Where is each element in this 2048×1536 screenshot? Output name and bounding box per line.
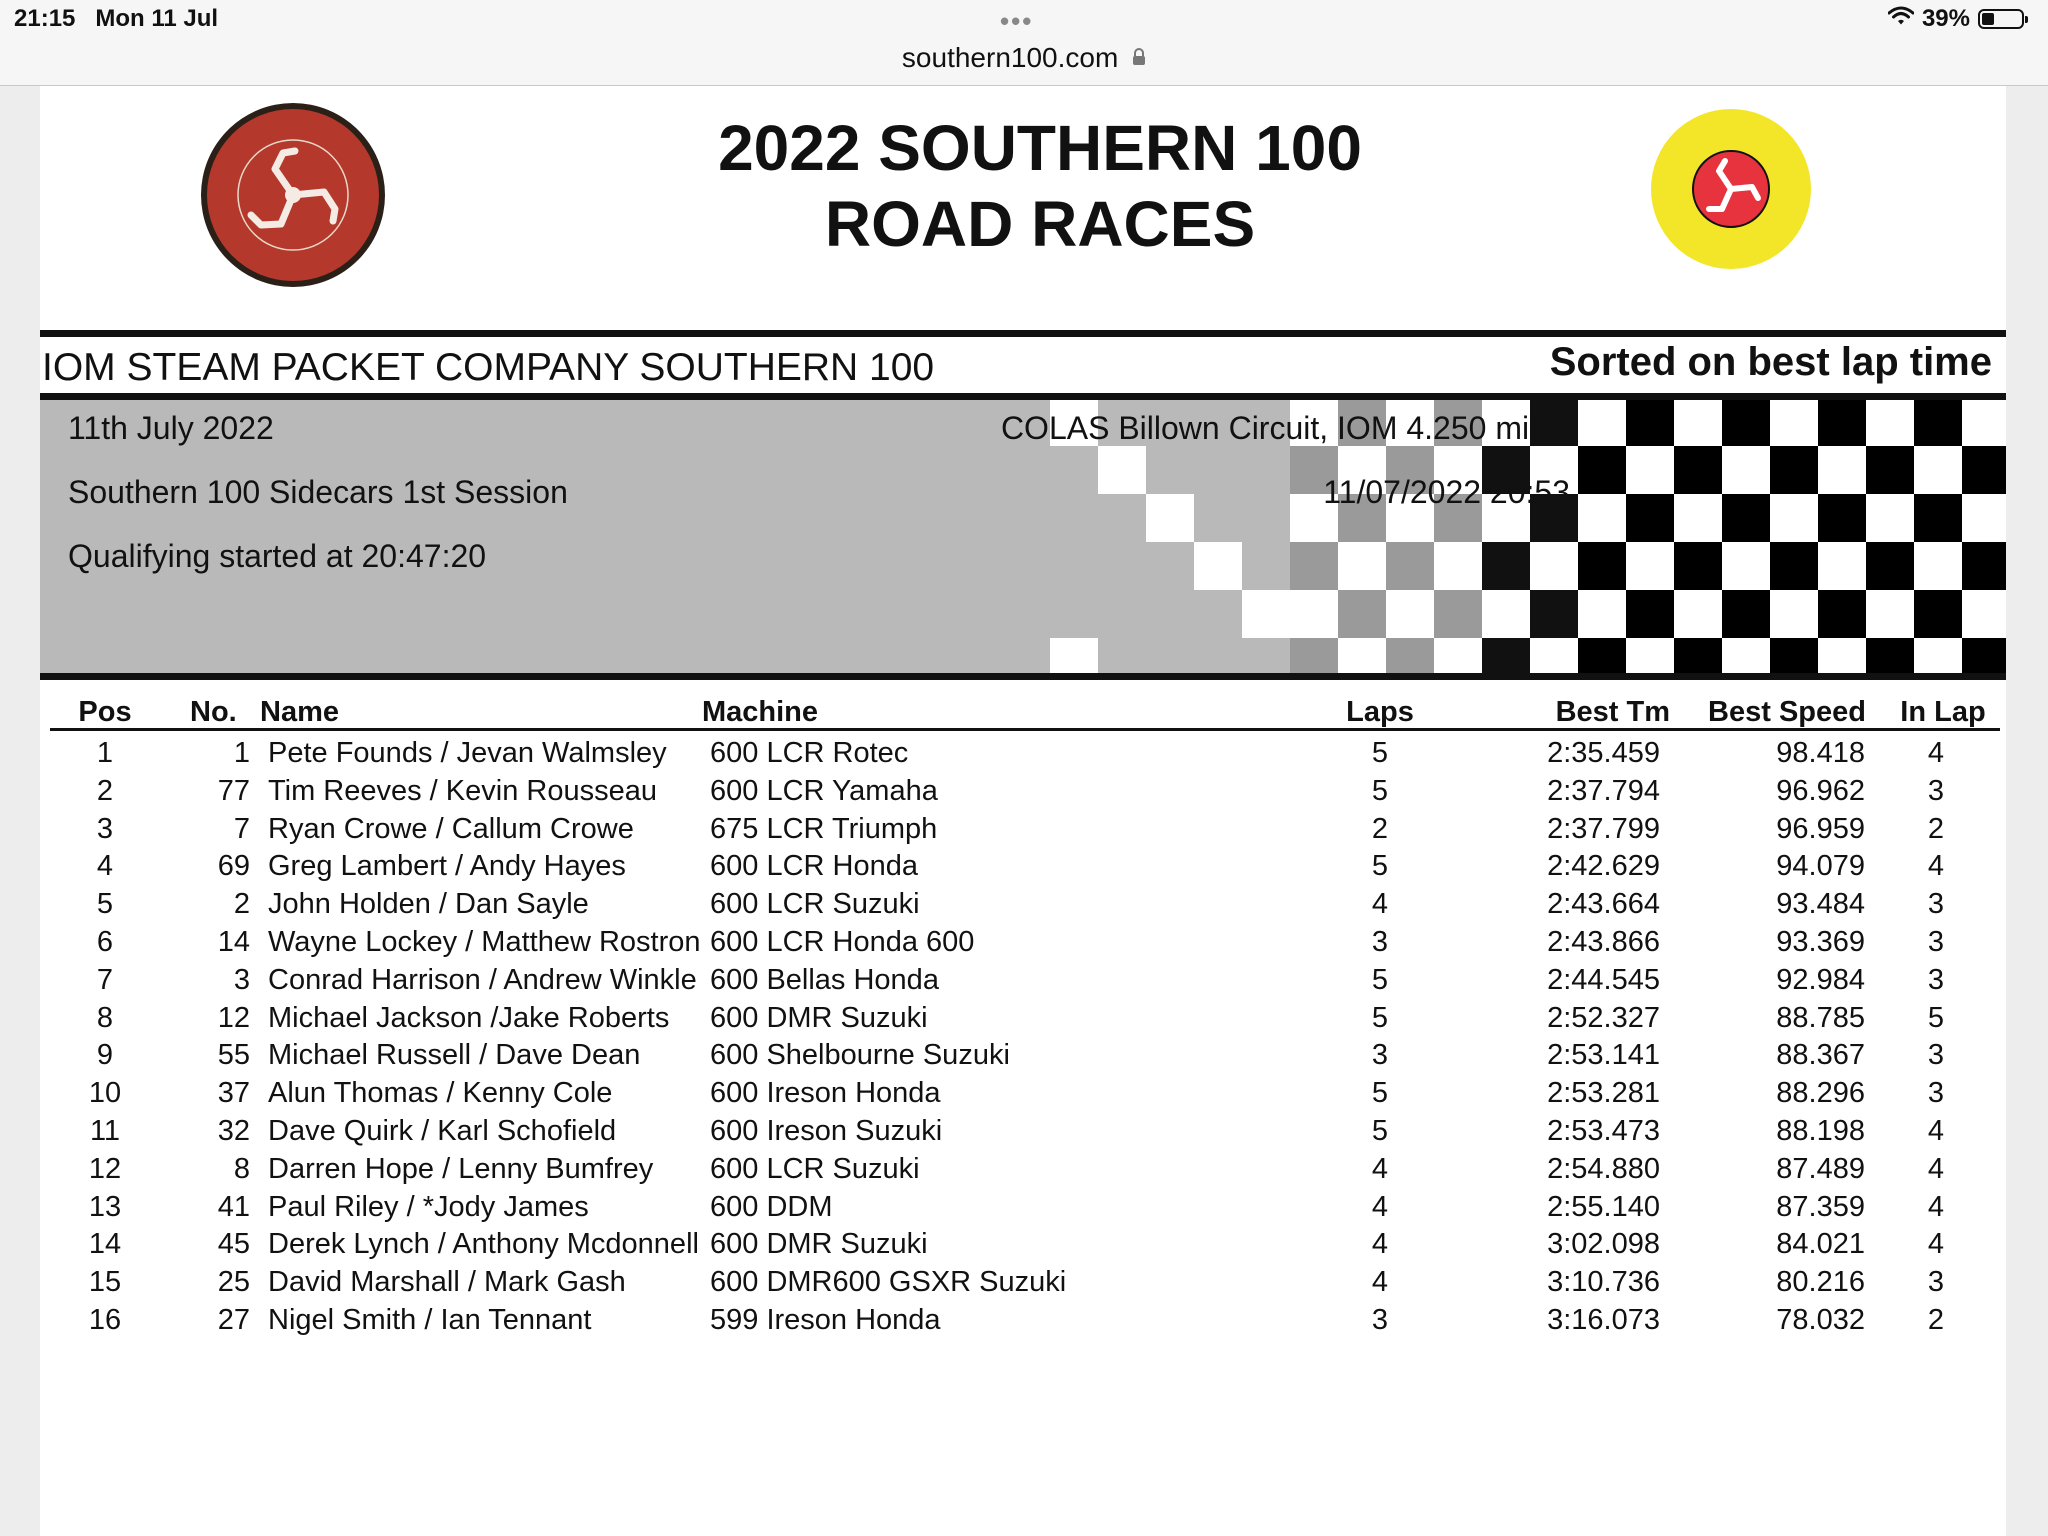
cell-pos: 15 [88,1266,122,1299]
cell-no: 32 [217,1114,250,1147]
cell-pos: 3 [96,812,114,845]
cell-laps: 5 [1371,737,1389,769]
cell-machine: 600 LCR Suzuki [710,888,920,921]
table-row [50,882,2000,920]
cell-machine: 600 LCR Rotec [710,737,909,769]
table-row [50,1298,2000,1336]
cell-laps: 5 [1371,1114,1389,1147]
checker-square [1674,446,1722,494]
checker-square [1194,542,1242,590]
cell-best-speed: 80.216 [1776,1266,1865,1299]
cell-best-speed: 88.296 [1776,1077,1865,1110]
checker-square [1674,400,1722,446]
cell-pos: 14 [88,1228,122,1261]
cell-machine: 600 LCR Yamaha [710,774,938,807]
cell-machine: 600 DMR Suzuki [710,1001,928,1034]
table-row [50,958,2000,996]
header-in-lap: In Lap [1900,696,1986,728]
cell-no: 41 [217,1190,250,1223]
cell-name: Wayne Lockey / Matthew Rostron [268,925,701,958]
cell-machine: 600 LCR Suzuki [710,1152,920,1185]
status-time: 21:15 Mon 11 Jul [14,5,219,32]
cell-in-lap: 3 [1927,1039,1945,1072]
status-indicators [1888,5,2024,33]
cell-laps: 3 [1371,925,1389,958]
cell-best-speed: 93.484 [1776,888,1865,921]
cell-laps: 2 [1371,812,1389,845]
checker-square [1386,638,1434,673]
cell-best-time: 2:55.140 [1547,1190,1660,1223]
checker-square [1674,494,1722,542]
cell-in-lap: 4 [1927,1190,1945,1223]
cell-best-time: 2:37.794 [1547,774,1660,807]
lock-icon [1132,41,1146,73]
checker-square [1050,638,1098,673]
cell-pos: 13 [88,1190,122,1223]
checker-square [1338,590,1386,638]
checker-square [1338,638,1386,673]
cell-best-speed: 88.198 [1776,1114,1865,1147]
southern-100-logo [1646,106,1816,277]
cell-in-lap: 3 [1927,774,1945,807]
cell-laps: 4 [1371,888,1389,921]
cell-no: 25 [217,1266,250,1299]
cell-name: Conrad Harrison / Andrew Winkle [268,963,697,996]
cell-best-speed: 93.369 [1776,925,1865,958]
cell-pos: 4 [96,850,114,883]
table-row [50,844,2000,882]
cell-pos: 12 [88,1152,122,1185]
page-title: 2022 SOUTHERN 100 ROAD RACES [718,112,1362,260]
steam-packet-logo [198,100,388,295]
checker-square [1290,638,1338,673]
checker-square [1818,638,1866,673]
table-row [50,769,2000,807]
checker-square [1914,494,1962,542]
checker-square [1098,446,1146,494]
checker-square [1674,638,1722,673]
checker-square [1722,446,1770,494]
checker-square [1530,590,1578,638]
checker-square [1578,542,1626,590]
header-laps: Laps [1346,696,1414,728]
checker-square [1482,638,1530,673]
table-row [50,1260,2000,1298]
cell-name: David Marshall / Mark Gash [268,1266,626,1299]
cell-name: Greg Lambert / Andy Hayes [268,850,626,883]
checker-square [1722,494,1770,542]
cell-best-speed: 94.079 [1776,850,1865,883]
checker-square [1770,446,1818,494]
header-no: No. [190,696,237,728]
results-document [40,86,2006,1536]
cell-laps: 4 [1371,1266,1389,1299]
cell-machine: 600 LCR Honda [710,850,918,883]
table-header [50,694,2000,731]
cell-machine: 600 DMR Suzuki [710,1228,928,1261]
table-row [50,731,2000,769]
checker-square [1866,494,1914,542]
cell-name: Ryan Crowe / Callum Crowe [268,812,634,845]
table-row [50,1147,2000,1185]
header-rule [40,330,2006,337]
cell-laps: 3 [1371,1303,1389,1336]
checker-square [1578,446,1626,494]
table-row [50,1033,2000,1071]
cell-machine: 675 LCR Triumph [710,812,938,845]
cell-laps: 5 [1371,850,1389,883]
cell-in-lap: 4 [1927,850,1945,883]
cell-name: Michael Jackson /Jake Roberts [268,1001,670,1034]
table-row [50,1071,2000,1109]
cell-no: 2 [233,888,250,921]
cell-laps: 5 [1371,1001,1389,1034]
table-body [50,731,2000,1336]
checker-square [1626,494,1674,542]
cell-name: Pete Founds / Jevan Walmsley [268,737,667,769]
header-machine: Machine [702,696,819,728]
cell-best-time: 2:35.459 [1547,737,1660,769]
cell-machine: 600 LCR Honda 600 [710,925,975,958]
checker-square [1770,542,1818,590]
checker-square [1482,542,1530,590]
battery-percent: 39% [1921,5,1970,32]
cell-laps: 4 [1371,1228,1389,1261]
cell-name: Derek Lynch / Anthony Mcdonnell [268,1228,699,1261]
cell-no: 55 [217,1039,250,1072]
checker-square [1962,638,2006,673]
browser-top-bar [0,0,2048,86]
circuit-info: COLAS Billown Circuit, IOM 4.250 miles [1000,410,1570,446]
cell-laps: 5 [1371,963,1389,996]
cell-best-speed: 96.959 [1776,812,1865,845]
cell-name: Nigel Smith / Ian Tennant [268,1303,592,1336]
checker-square [1290,542,1338,590]
table-row [50,996,2000,1034]
checker-square [1434,638,1482,673]
cell-machine: 599 Ireson Honda [710,1303,941,1336]
table-row [50,1109,2000,1147]
cell-laps: 5 [1371,774,1389,807]
checker-square [1386,542,1434,590]
cell-best-time: 2:37.799 [1547,812,1660,845]
checker-square [1866,400,1914,446]
checker-square [1962,542,2006,590]
checker-square [1530,638,1578,673]
cell-no: 77 [217,774,250,807]
checker-square [1722,638,1770,673]
checker-square [1146,494,1194,542]
checker-square [1290,590,1338,638]
cell-best-time: 3:10.736 [1547,1266,1660,1299]
cell-best-speed: 88.785 [1776,1001,1865,1034]
sort-label: Sorted on best lap time [1549,340,1992,384]
session-info-panel [40,400,2006,673]
cell-machine: 600 DDM [710,1190,833,1223]
cell-pos: 1 [96,737,114,769]
header-best-speed: Best Speed [1708,696,1866,728]
cell-laps: 5 [1371,1077,1389,1110]
checker-square [1578,590,1626,638]
cell-best-time: 2:43.664 [1547,888,1660,921]
checker-square [1770,638,1818,673]
cell-name: John Holden / Dan Sayle [268,888,589,921]
checker-square [1386,590,1434,638]
checker-square [1578,494,1626,542]
checker-square [1914,400,1962,446]
cell-in-lap: 5 [1927,1001,1945,1034]
cell-no: 37 [217,1077,250,1110]
cell-machine: 600 DMR600 GSXR Suzuki [710,1266,1067,1299]
checker-square [1770,400,1818,446]
checker-square [1482,590,1530,638]
header-best-time: Best Tm [1555,696,1670,728]
cell-best-time: 2:54.880 [1547,1152,1660,1185]
checker-square [1626,590,1674,638]
cell-pos: 8 [96,1001,114,1034]
checker-square [1962,494,2006,542]
checker-square [1866,446,1914,494]
checker-square [1914,446,1962,494]
cell-best-speed: 92.984 [1776,963,1865,996]
checker-square [1434,590,1482,638]
cell-best-time: 3:02.098 [1547,1228,1660,1261]
multitasking-dots-icon[interactable]: ••• [1000,6,1034,36]
table-row [50,807,2000,845]
results-table [50,694,2000,1336]
checker-square [1626,400,1674,446]
cell-best-time: 2:43.866 [1547,925,1660,958]
cell-in-lap: 3 [1927,1266,1945,1299]
cell-no: 45 [217,1228,250,1261]
cell-no: 8 [233,1152,250,1185]
cell-in-lap: 4 [1927,1114,1945,1147]
cell-no: 69 [217,850,250,883]
checker-square [1818,590,1866,638]
cell-in-lap: 4 [1927,1228,1945,1261]
cell-in-lap: 4 [1927,737,1945,769]
cell-best-time: 2:53.473 [1547,1114,1660,1147]
cell-machine: 600 Ireson Honda [710,1077,941,1110]
checker-square [1818,542,1866,590]
cell-best-speed: 88.367 [1776,1039,1865,1072]
checker-square [1338,542,1386,590]
cell-no: 14 [217,925,250,958]
cell-pos: 2 [96,774,114,807]
cell-pos: 11 [89,1114,121,1147]
checker-square [1914,542,1962,590]
checker-square [1674,542,1722,590]
cell-in-lap: 3 [1927,1077,1945,1110]
cell-best-speed: 96.962 [1776,774,1865,807]
checker-square [1626,446,1674,494]
event-name: IOM STEAM PACKET COMPANY SOUTHERN 100 [42,346,935,389]
wifi-icon [1888,5,1914,33]
checker-square [1770,494,1818,542]
checker-square [1530,542,1578,590]
header-pos: Pos [78,696,132,728]
checker-square [1962,446,2006,494]
header-rule [40,393,2006,400]
cell-name: Tim Reeves / Kevin Rousseau [268,774,657,807]
checker-square [1818,446,1866,494]
checker-square [1434,542,1482,590]
url-text: southern100.com [901,42,1119,73]
battery-icon [1978,9,2024,29]
cell-best-time: 2:42.629 [1547,850,1660,883]
table-row [50,1185,2000,1223]
header-rule [40,673,2006,680]
session-start: Qualifying started at 20:47:20 [68,538,487,574]
cell-laps: 4 [1371,1190,1389,1223]
checker-square [1722,590,1770,638]
cell-laps: 4 [1371,1152,1389,1185]
checker-square [1674,590,1722,638]
cell-no: 12 [217,1001,250,1034]
table-row [50,920,2000,958]
cell-best-time: 2:53.141 [1547,1039,1660,1072]
cell-best-speed: 98.418 [1776,737,1865,769]
cell-in-lap: 3 [1927,925,1945,958]
cell-no: 3 [233,963,250,996]
cell-pos: 7 [96,963,114,996]
checker-square [1722,400,1770,446]
checker-square [1722,542,1770,590]
cell-no: 1 [233,737,250,769]
cell-best-speed: 84.021 [1776,1228,1865,1261]
checker-square [1578,638,1626,673]
checker-square [1242,590,1290,638]
cell-in-lap: 3 [1927,888,1945,921]
checker-square [1626,638,1674,673]
cell-best-time: 3:16.073 [1547,1303,1660,1336]
session-name: Southern 100 Sidecars 1st Session [68,474,568,510]
cell-best-speed: 87.489 [1776,1152,1865,1185]
checker-square [1962,590,2006,638]
checker-square [1818,494,1866,542]
table-row [50,1222,2000,1260]
cell-no: 27 [217,1303,250,1336]
cell-laps: 3 [1371,1039,1389,1072]
cell-no: 7 [233,812,250,845]
header-name: Name [260,696,339,728]
cell-machine: 600 Ireson Suzuki [710,1114,943,1147]
cell-name: Alun Thomas / Kenny Cole [268,1077,613,1110]
cell-best-speed: 87.359 [1776,1190,1865,1223]
cell-pos: 10 [88,1077,122,1110]
cell-pos: 9 [96,1039,114,1072]
checker-square [1866,638,1914,673]
cell-in-lap: 4 [1927,1152,1945,1185]
cell-in-lap: 2 [1927,812,1945,845]
cell-pos: 16 [88,1303,122,1336]
cell-name: Michael Russell / Dave Dean [268,1039,641,1072]
cell-in-lap: 3 [1927,963,1945,996]
results-timestamp: 11/07/2022 20:53 [1323,474,1570,510]
cell-machine: 600 Bellas Honda [710,963,939,996]
cell-pos: 5 [96,888,114,921]
session-date: 11th July 2022 [68,410,274,446]
cell-best-speed: 78.032 [1776,1303,1865,1336]
cell-best-time: 2:44.545 [1547,963,1660,996]
cell-name: Paul Riley / *Jody James [268,1190,589,1223]
checker-square [1866,590,1914,638]
cell-best-time: 2:52.327 [1547,1001,1660,1034]
checker-square [1914,638,1962,673]
checker-square [1818,400,1866,446]
checker-square [1578,400,1626,446]
cell-best-time: 2:53.281 [1547,1077,1660,1110]
cell-in-lap: 2 [1927,1303,1945,1336]
checker-square [1770,590,1818,638]
checker-square [1962,400,2006,446]
checker-square [1866,542,1914,590]
cell-name: Dave Quirk / Karl Schofield [268,1114,617,1147]
cell-machine: 600 Shelbourne Suzuki [710,1039,1010,1072]
address-bar[interactable] [0,42,2048,76]
cell-pos: 6 [96,925,114,958]
checker-square [1626,542,1674,590]
cell-name: Darren Hope / Lenny Bumfrey [268,1152,654,1185]
checker-square [1914,590,1962,638]
